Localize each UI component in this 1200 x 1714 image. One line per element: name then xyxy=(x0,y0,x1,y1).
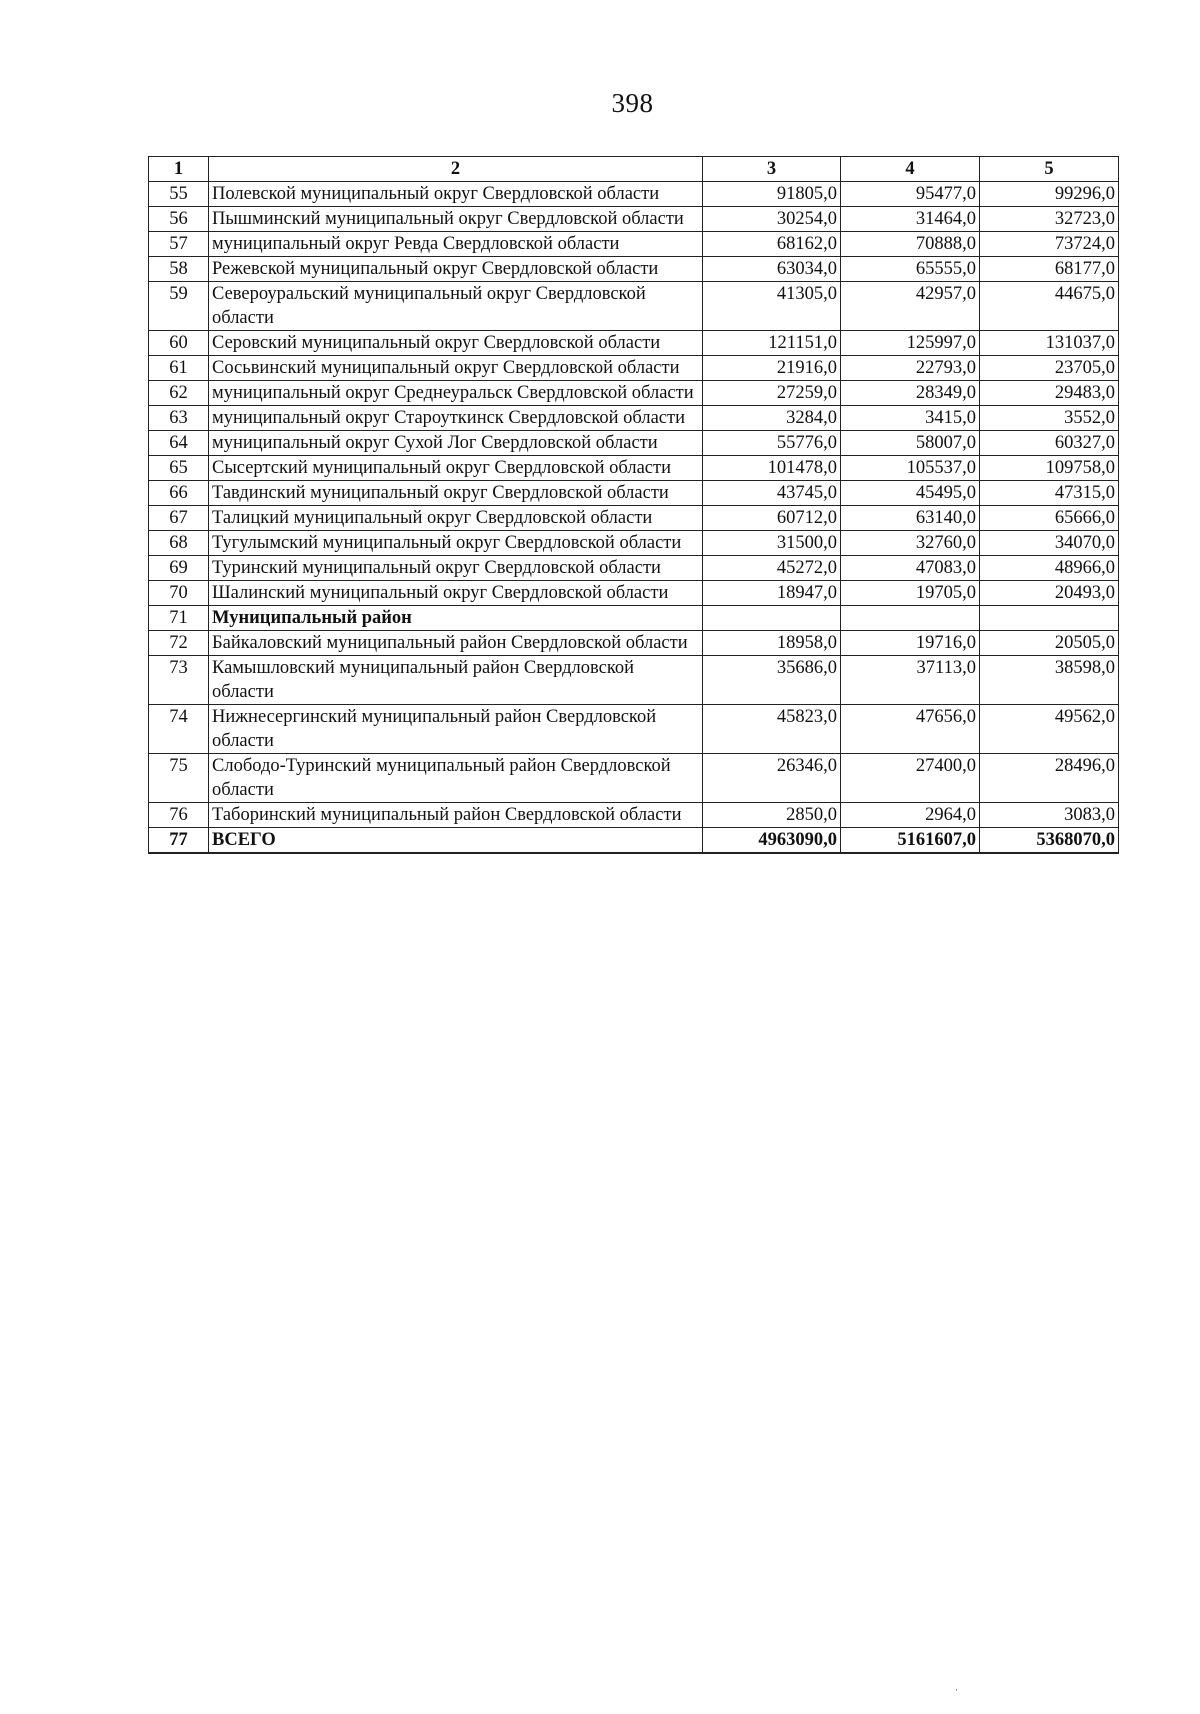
table-row xyxy=(149,656,1119,705)
total-row xyxy=(149,828,1119,854)
municipality-name: Нижнесергинский муниципальный район Свердловской области xyxy=(209,705,703,754)
municipality-name: Сысертский муниципальный округ Свердловской области xyxy=(209,456,703,481)
value-col4: 19705,0 xyxy=(841,581,980,606)
table-row xyxy=(149,232,1119,257)
municipality-name: Пышминский муниципальный округ Свердловской области xyxy=(209,207,703,232)
row-number: 55 xyxy=(149,182,209,207)
budget-table xyxy=(148,156,1119,854)
value-col3: 43745,0 xyxy=(703,481,841,506)
municipality-name: Таборинский муниципальный район Свердловской области xyxy=(209,803,703,828)
row-number: 61 xyxy=(149,356,209,381)
table-row xyxy=(149,705,1119,754)
value-col3: 55776,0 xyxy=(703,431,841,456)
row-number: 72 xyxy=(149,631,209,656)
table-row xyxy=(149,182,1119,207)
table-row xyxy=(149,406,1119,431)
value-col5: 28496,0 xyxy=(980,754,1119,803)
table-row xyxy=(149,631,1119,656)
value-col3: 21916,0 xyxy=(703,356,841,381)
value-col3: 45823,0 xyxy=(703,705,841,754)
value-col3: 27259,0 xyxy=(703,381,841,406)
value-col5: 38598,0 xyxy=(980,656,1119,705)
value-col3: 35686,0 xyxy=(703,656,841,705)
value-col5: 3083,0 xyxy=(980,803,1119,828)
table-row xyxy=(149,803,1119,828)
municipality-name: Слободо-Туринский муниципальный район Свердловской области xyxy=(209,754,703,803)
value-col5: 60327,0 xyxy=(980,431,1119,456)
value-col4: 19716,0 xyxy=(841,631,980,656)
value-col3: 45272,0 xyxy=(703,556,841,581)
total-col3: 4963090,0 xyxy=(703,828,841,854)
municipality-name: муниципальный округ Сухой Лог Свердловской области xyxy=(209,431,703,456)
value-col3 xyxy=(703,606,841,631)
value-col4: 31464,0 xyxy=(841,207,980,232)
row-number: 69 xyxy=(149,556,209,581)
value-col3: 63034,0 xyxy=(703,257,841,282)
column-header: 1 xyxy=(149,157,209,182)
value-col5: 34070,0 xyxy=(980,531,1119,556)
value-col5: 47315,0 xyxy=(980,481,1119,506)
value-col3: 121151,0 xyxy=(703,331,841,356)
row-number: 65 xyxy=(149,456,209,481)
table-row xyxy=(149,556,1119,581)
value-col3: 68162,0 xyxy=(703,232,841,257)
table-header-row xyxy=(149,157,1119,182)
value-col3: 2850,0 xyxy=(703,803,841,828)
table-row xyxy=(149,431,1119,456)
section-header-row xyxy=(149,606,1119,631)
value-col4: 65555,0 xyxy=(841,257,980,282)
municipality-name: муниципальный округ Староуткинск Свердловской области xyxy=(209,406,703,431)
value-col5: 29483,0 xyxy=(980,381,1119,406)
value-col4: 47656,0 xyxy=(841,705,980,754)
row-number: 66 xyxy=(149,481,209,506)
municipality-name: муниципальный округ Ревда Свердловской области xyxy=(209,232,703,257)
total-col4: 5161607,0 xyxy=(841,828,980,854)
value-col5: 44675,0 xyxy=(980,282,1119,331)
column-header: 4 xyxy=(841,157,980,182)
municipality-name: Шалинский муниципальный округ Свердловской области xyxy=(209,581,703,606)
value-col4: 22793,0 xyxy=(841,356,980,381)
row-number: 73 xyxy=(149,656,209,705)
value-col5: 68177,0 xyxy=(980,257,1119,282)
value-col5: 48966,0 xyxy=(980,556,1119,581)
total-col5: 5368070,0 xyxy=(980,828,1119,854)
value-col4: 63140,0 xyxy=(841,506,980,531)
value-col5: 20493,0 xyxy=(980,581,1119,606)
value-col3: 18947,0 xyxy=(703,581,841,606)
value-col3: 41305,0 xyxy=(703,282,841,331)
row-number: 77 xyxy=(149,828,209,854)
row-number: 58 xyxy=(149,257,209,282)
value-col5: 109758,0 xyxy=(980,456,1119,481)
row-number: 74 xyxy=(149,705,209,754)
value-col4: 42957,0 xyxy=(841,282,980,331)
table-row xyxy=(149,381,1119,406)
municipality-name: Камышловский муниципальный район Свердловской области xyxy=(209,656,703,705)
value-col4: 27400,0 xyxy=(841,754,980,803)
value-col5: 20505,0 xyxy=(980,631,1119,656)
total-label: ВСЕГО xyxy=(209,828,703,854)
table-row xyxy=(149,331,1119,356)
row-number: 57 xyxy=(149,232,209,257)
row-number: 64 xyxy=(149,431,209,456)
municipality-name: Байкаловский муниципальный район Свердловской области xyxy=(209,631,703,656)
row-number: 75 xyxy=(149,754,209,803)
value-col5: 99296,0 xyxy=(980,182,1119,207)
value-col3: 101478,0 xyxy=(703,456,841,481)
value-col4: 58007,0 xyxy=(841,431,980,456)
table-row xyxy=(149,456,1119,481)
table-row xyxy=(149,506,1119,531)
municipality-name: муниципальный округ Среднеуральск Свердловской области xyxy=(209,381,703,406)
municipality-name: Тавдинский муниципальный округ Свердловской области xyxy=(209,481,703,506)
scan-artifact-mark: ˌ xyxy=(955,1680,959,1691)
table-row xyxy=(149,207,1119,232)
value-col4: 28349,0 xyxy=(841,381,980,406)
municipality-name: Сосьвинский муниципальный округ Свердловской области xyxy=(209,356,703,381)
row-number: 71 xyxy=(149,606,209,631)
table-row xyxy=(149,581,1119,606)
column-header: 3 xyxy=(703,157,841,182)
value-col5: 49562,0 xyxy=(980,705,1119,754)
value-col3: 91805,0 xyxy=(703,182,841,207)
row-number: 60 xyxy=(149,331,209,356)
value-col5: 32723,0 xyxy=(980,207,1119,232)
value-col3: 18958,0 xyxy=(703,631,841,656)
table-row xyxy=(149,531,1119,556)
municipality-name: Режевской муниципальный округ Свердловской области xyxy=(209,257,703,282)
value-col3: 3284,0 xyxy=(703,406,841,431)
value-col4 xyxy=(841,606,980,631)
table-row xyxy=(149,754,1119,803)
table-row xyxy=(149,282,1119,331)
row-number: 76 xyxy=(149,803,209,828)
value-col5: 131037,0 xyxy=(980,331,1119,356)
municipality-name: Тугулымский муниципальный округ Свердловской области xyxy=(209,531,703,556)
value-col3: 31500,0 xyxy=(703,531,841,556)
value-col4: 95477,0 xyxy=(841,182,980,207)
row-number: 70 xyxy=(149,581,209,606)
table-row xyxy=(149,481,1119,506)
value-col4: 37113,0 xyxy=(841,656,980,705)
row-number: 59 xyxy=(149,282,209,331)
value-col3: 60712,0 xyxy=(703,506,841,531)
municipality-name: Туринский муниципальный округ Свердловской области xyxy=(209,556,703,581)
value-col5: 73724,0 xyxy=(980,232,1119,257)
value-col4: 125997,0 xyxy=(841,331,980,356)
municipality-name: Талицкий муниципальный округ Свердловской области xyxy=(209,506,703,531)
municipality-name: Серовский муниципальный округ Свердловской области xyxy=(209,331,703,356)
table-row xyxy=(149,356,1119,381)
value-col4: 45495,0 xyxy=(841,481,980,506)
table-row xyxy=(149,257,1119,282)
value-col4: 3415,0 xyxy=(841,406,980,431)
value-col3: 30254,0 xyxy=(703,207,841,232)
column-header: 2 xyxy=(209,157,703,182)
page-number: 398 xyxy=(611,88,654,118)
value-col5: 65666,0 xyxy=(980,506,1119,531)
value-col5: 3552,0 xyxy=(980,406,1119,431)
value-col4: 70888,0 xyxy=(841,232,980,257)
row-number: 63 xyxy=(149,406,209,431)
value-col4: 2964,0 xyxy=(841,803,980,828)
column-header: 5 xyxy=(980,157,1119,182)
row-number: 68 xyxy=(149,531,209,556)
value-col5 xyxy=(980,606,1119,631)
section-title: Муниципальный район xyxy=(209,606,703,631)
value-col4: 105537,0 xyxy=(841,456,980,481)
value-col4: 32760,0 xyxy=(841,531,980,556)
row-number: 56 xyxy=(149,207,209,232)
row-number: 67 xyxy=(149,506,209,531)
value-col5: 23705,0 xyxy=(980,356,1119,381)
row-number: 62 xyxy=(149,381,209,406)
value-col4: 47083,0 xyxy=(841,556,980,581)
value-col3: 26346,0 xyxy=(703,754,841,803)
municipality-name: Полевской муниципальный округ Свердловской области xyxy=(209,182,703,207)
municipality-name: Североуральский муниципальный округ Свердловской области xyxy=(209,282,703,331)
